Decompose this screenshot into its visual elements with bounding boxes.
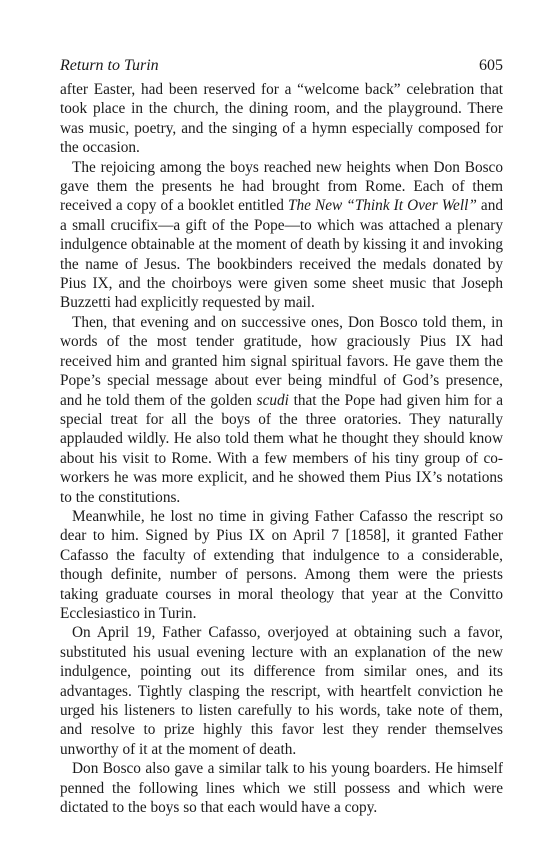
paragraph [60,158,503,313]
paragraph [60,80,503,158]
text-segment: that the Pope had given him for a special treat for all the boys of the three oratories. They naturally applauded wildly. He also told them what he thought they should know about his visit to Rome. With a few members of his tiny group of co-workers he was more explicit, and he showed them Pius IX’s notations to the constitutions. [60,391,503,506]
text-segment: after Easter, had been reserved for a “welcome back” celebration that took place in the church, the dining room, and the playground. There was music, poetry, and the singing of a hymn especially composed for the occasion. [60,81,503,157]
italic-text: scudi [256,391,289,409]
text-segment: On April 19, Father Cafasso, overjoyed at obtaining such a favor, substituted his usual evening lecture with an explanation of the new indulgence, pointing out its difference from similar ones, and its advantages. Tightly clasping the rescript, with heartfelt conviction he urged his listeners to listen carefully to his words, take note of them, and resolve to prize highly this favor lest they render themselves unworthy of it at the moment of death. [60,624,503,758]
text-segment: Then, that evening and on successive ones, Don Bosco told them, in words of the most tender gratitude, how graciously Pius IX had received him and granted him signal spiritual favors. He gave them the Pope’s special message about ever being mindful of God’s presence, and he told them of the golden [60,313,503,409]
page-number: 605 [479,57,503,74]
text-segment: Don Bosco also gave a similar talk to his young boarders. He himself penned the following lines which we still possess and which were dictated to the boys so that each would have a copy. [60,760,503,817]
text-segment: Meanwhile, he lost no time in giving Father Cafasso the rescript so dear to him. Signed by Pius IX on April 7 [1858], it granted Father Cafasso the faculty of extending that indulgence to a considerable, though definite, number of persons. Among them were the priests taking graduate courses in moral theology that year at the Convitto Ecclesiastico in Turin. [60,507,503,622]
italic-text: The New “Think It Over Well” [288,197,477,215]
text-segment: The rejoicing among the boys reached new heights when Don Bosco gave them the presents he had brought from Rome. Each of them received a copy of a booklet entitled [60,158,503,215]
running-head [60,56,503,76]
body-text [60,80,503,817]
running-title: Return to Turin [60,57,159,74]
paragraph [60,313,503,507]
book-page [60,56,503,817]
paragraph [60,759,503,817]
paragraph [60,507,503,623]
text-segment: and a small crucifix—a gift of the Pope—to which was attached a plenary indulgence obtainable at the moment of death by kissing it and invoking the name of Jesus. The bookbinders received the medals donated by Pius IX, and the choirboys were given some sheet music that Joseph Buzzetti had explicitly requested by mail. [60,197,504,312]
paragraph [60,623,503,759]
